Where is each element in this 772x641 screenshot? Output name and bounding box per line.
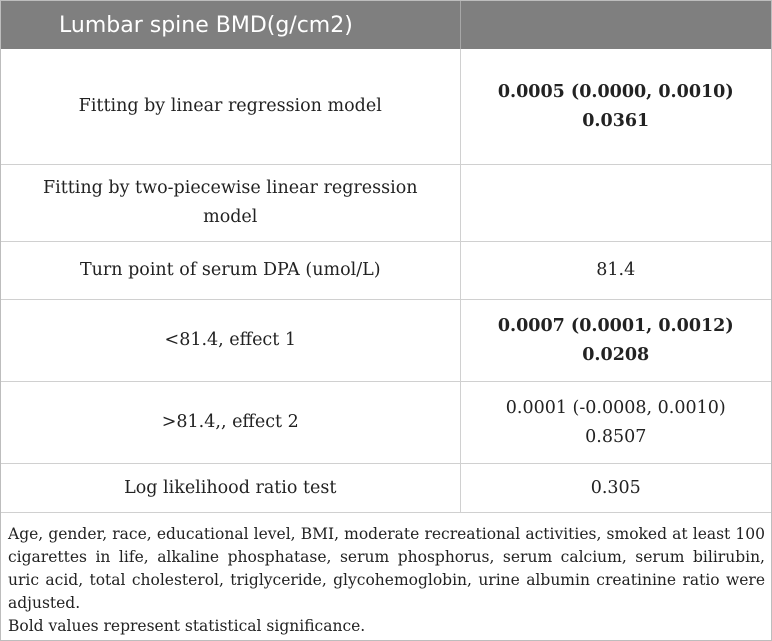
- table-row-effect-2: [1, 382, 771, 464]
- value-estimate: 0.0005 (0.0000, 0.0010): [497, 81, 734, 102]
- row-value: [460, 165, 771, 242]
- row-value: [460, 300, 771, 382]
- value-p: 0.0208: [582, 344, 650, 365]
- row-label: >81.4,, effect 2: [1, 382, 460, 464]
- row-value: [460, 382, 771, 464]
- value-estimate: 0.0007 (0.0001, 0.0012): [497, 315, 734, 336]
- table-row-turn-point: [1, 242, 771, 300]
- header-value-column: [460, 1, 771, 49]
- row-label: Turn point of serum DPA (umol/L): [1, 242, 460, 300]
- row-value: [460, 49, 771, 165]
- footnote-adjusted: Age, gender, race, educational level, BMI, moderate recreational activities, smoked at least 100 cigarettes in life, alkaline phosphatase, serum phosphorus, serum calcium, serum bilirubin, uric acid, total cholesterol, triglyceride, glycohemoglobin, urine albumin creatinine ratio were adjusted.: [8, 525, 765, 612]
- table-row-linear-model: [1, 49, 771, 165]
- footnote-significance: Bold values represent statistical significance.: [8, 617, 366, 635]
- value-p: 0.8507: [585, 426, 647, 447]
- header-lumbar-spine-bmd: Lumbar spine BMD(g/cm2): [1, 1, 460, 49]
- row-label: <81.4, effect 1: [1, 300, 460, 382]
- row-value: 0.305: [460, 464, 771, 513]
- table-footnote: [1, 513, 771, 638]
- row-value: 81.4: [460, 242, 771, 300]
- table-row-piecewise-model: [1, 165, 771, 242]
- row-label: Log likelihood ratio test: [1, 464, 460, 513]
- regression-table: [1, 1, 771, 513]
- value-p: 0.0361: [582, 110, 650, 131]
- table-header-row: [1, 1, 771, 49]
- table-row-effect-1: [1, 300, 771, 382]
- value-estimate: 0.0001 (-0.0008, 0.0010): [505, 397, 726, 418]
- row-label: Fitting by two-piecewise linear regression model: [1, 165, 460, 242]
- table-row-log-likelihood: [1, 464, 771, 513]
- row-label: Fitting by linear regression model: [1, 49, 460, 165]
